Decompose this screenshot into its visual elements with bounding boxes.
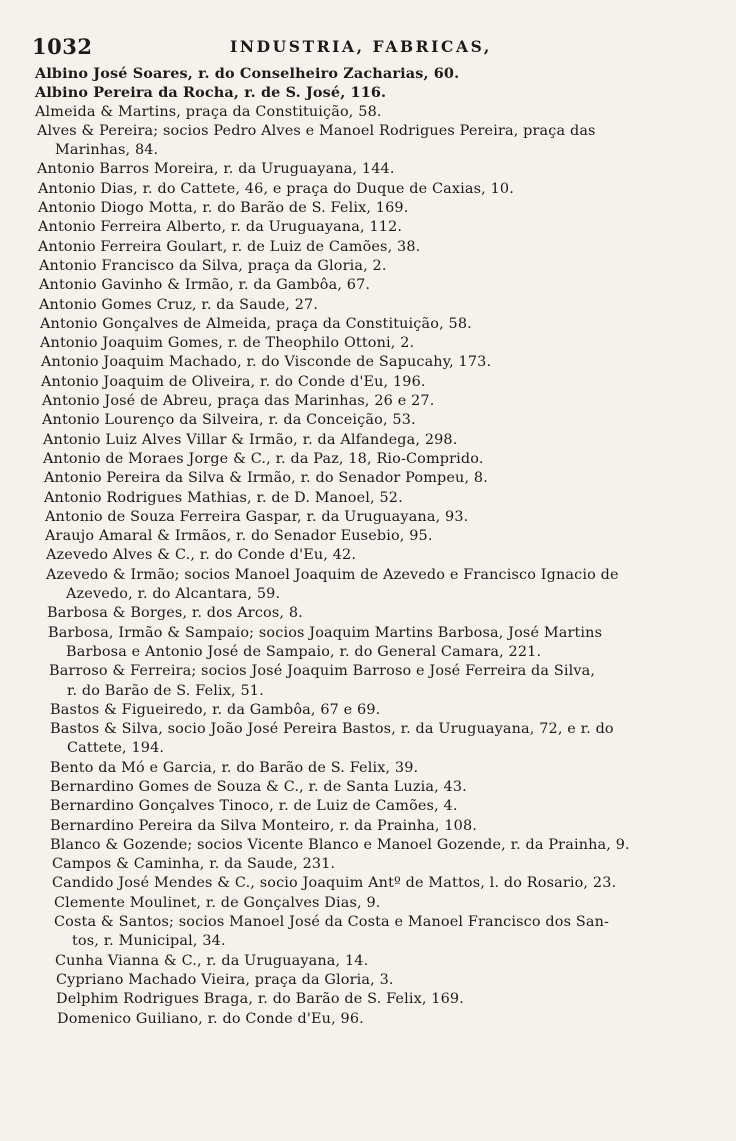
entry-line: Azevedo & Irmão; socios Manoel Joaquim de Azevedo e Francisco Ignacio de [46,566,619,583]
entry-line: Barbosa, Irmão & Sampaio; socios Joaquim Martins Barbosa, José Martins [48,624,603,641]
entry-line: Bento da Mó e Garcia, r. do Barão de S. Felix, 39. [50,759,419,776]
entry-line: Antonio Rodrigues Mathias, r. de D. Manoel, 52. [44,489,403,506]
entry-line-continuation: Marinhas, 84. [55,142,159,159]
entry-line: Bastos & Figueiredo, r. da Gambôa, 67 e 69. [50,701,381,718]
entry-line: Cypriano Machado Vieira, praça da Gloria, 3. [56,971,394,988]
entry-line: Antonio Pereira da Silva & Irmão, r. do Senador Pompeu, 8. [44,470,488,487]
entry-line: Antonio José de Abreu, praça das Marinhas, 26 e 27. [42,393,435,410]
entry-line: Antonio Ferreira Goulart, r. de Luiz de Camões, 38. [38,238,421,255]
entry-line: Azevedo Alves & C., r. do Conde d'Eu, 42. [46,547,357,564]
entry-line: Bastos & Silva, socio João José Pereira Bastos, r. da Uruguayana, 72, e r. do [50,721,614,738]
entry-line: Antonio Joaquim Machado, r. do Visconde de Sapucahy, 173. [41,354,492,371]
entry-line-continuation: Cattete, 194. [67,740,165,757]
page-number: 1032 [32,34,93,59]
entry-line: Costa & Santos; socios Manoel José da Costa e Manoel Francisco dos San- [54,914,610,931]
entry-line: Antonio Joaquim Gomes, r. de Theophilo Ottoni, 2. [40,335,415,352]
entry-line: Albino Pereira da Rocha, r. de S. José, 116. [35,84,387,102]
entry-line: Antonio Lourenço da Silveira, r. da Conceição, 53. [42,412,416,429]
entry-line: Antonio Gonçalves de Almeida, praça da Constituição, 58. [40,315,472,332]
running-head: INDUSTRIA, FABRICAS, [230,37,492,56]
entry-line: Albino José Soares, r. do Conselheiro Zacharias, 60. [35,65,460,82]
entry-line: Antonio Diogo Motta, r. do Barão de S. Felix, 169. [38,200,409,217]
entry-line: Antonio Gavinho & Irmão, r. da Gambôa, 67. [39,277,371,294]
entry-line: Almeida & Martins, praça da Constituição, 58. [35,103,382,120]
entry-line-continuation: Barbosa e Antonio José de Sampaio, r. do General Camara, 221. [66,643,542,660]
entry-line-continuation: r. do Barão de S. Felix, 51. [67,682,264,699]
entry-line: Antonio de Souza Ferreira Gaspar, r. da Uruguayana, 93. [45,508,469,525]
entry-line: Candido José Mendes & C., socio Joaquim Antº de Mattos, l. do Rosario, 23. [52,875,617,892]
entry-line: Cunha Vianna & C., r. da Uruguayana, 14. [55,952,369,969]
entry-line: Antonio Barros Moreira, r. da Uruguayana, 144. [37,161,395,178]
entry-line: Antonio Ferreira Alberto, r. da Uruguayana, 112. [38,219,403,236]
entry-list [33,64,701,1029]
entry-line: Antonio Francisco da Silva, praça da Gloria, 2. [39,257,387,274]
entry-line: Delphim Rodrigues Braga, r. do Barão de S. Felix, 169. [56,991,464,1008]
entry-line: Alves & Pereira; socios Pedro Alves e Manoel Rodrigues Pereira, praça das [37,122,596,139]
entry-line: Clemente Moulinet, r. de Gonçalves Dias, 9. [54,894,381,911]
entry-line: Antonio Luiz Alves Villar & Irmão, r. da Alfandega, 298. [43,431,458,448]
page-header [32,34,672,58]
entry-line: Antonio de Moraes Jorge & C., r. da Paz, 18, Rio-Comprido. [43,450,484,467]
entry-line-continuation: tos, r. Municipal, 34. [72,933,226,950]
entry-line: Domenico Guiliano, r. do Conde d'Eu, 96. [57,1010,364,1027]
entry-line: Antonio Dias, r. do Cattete, 46, e praça do Duque de Caxias, 10. [38,180,514,197]
entry-line: Antonio Gomes Cruz, r. da Saude, 27. [39,296,319,313]
entry-line: Blanco & Gozende; socios Vicente Blanco e Manoel Gozende, r. da Prainha, 9. [50,836,630,853]
entry-line: Barroso & Ferreira; socios José Joaquim Barroso e José Ferreira da Silva, [49,663,596,680]
entry-line: Bernardino Gonçalves Tinoco, r. de Luiz de Camões, 4. [50,798,458,815]
entry-line: Araujo Amaral & Irmãos, r. do Senador Eusebio, 95. [45,528,433,545]
entry-line: Campos & Caminha, r. da Saude, 231. [52,856,336,873]
entry-line: Bernardino Pereira da Silva Monteiro, r. da Prainha, 108. [50,817,477,834]
entry-line-continuation: Azevedo, r. do Alcantara, 59. [66,586,281,603]
entry-line: Bernardino Gomes de Souza & C., r. de Santa Luzia, 43. [50,778,467,795]
entry-line: Antonio Joaquim de Oliveira, r. do Conde d'Eu, 196. [41,373,426,390]
entry-line: Barbosa & Borges, r. dos Arcos, 8. [47,605,303,622]
